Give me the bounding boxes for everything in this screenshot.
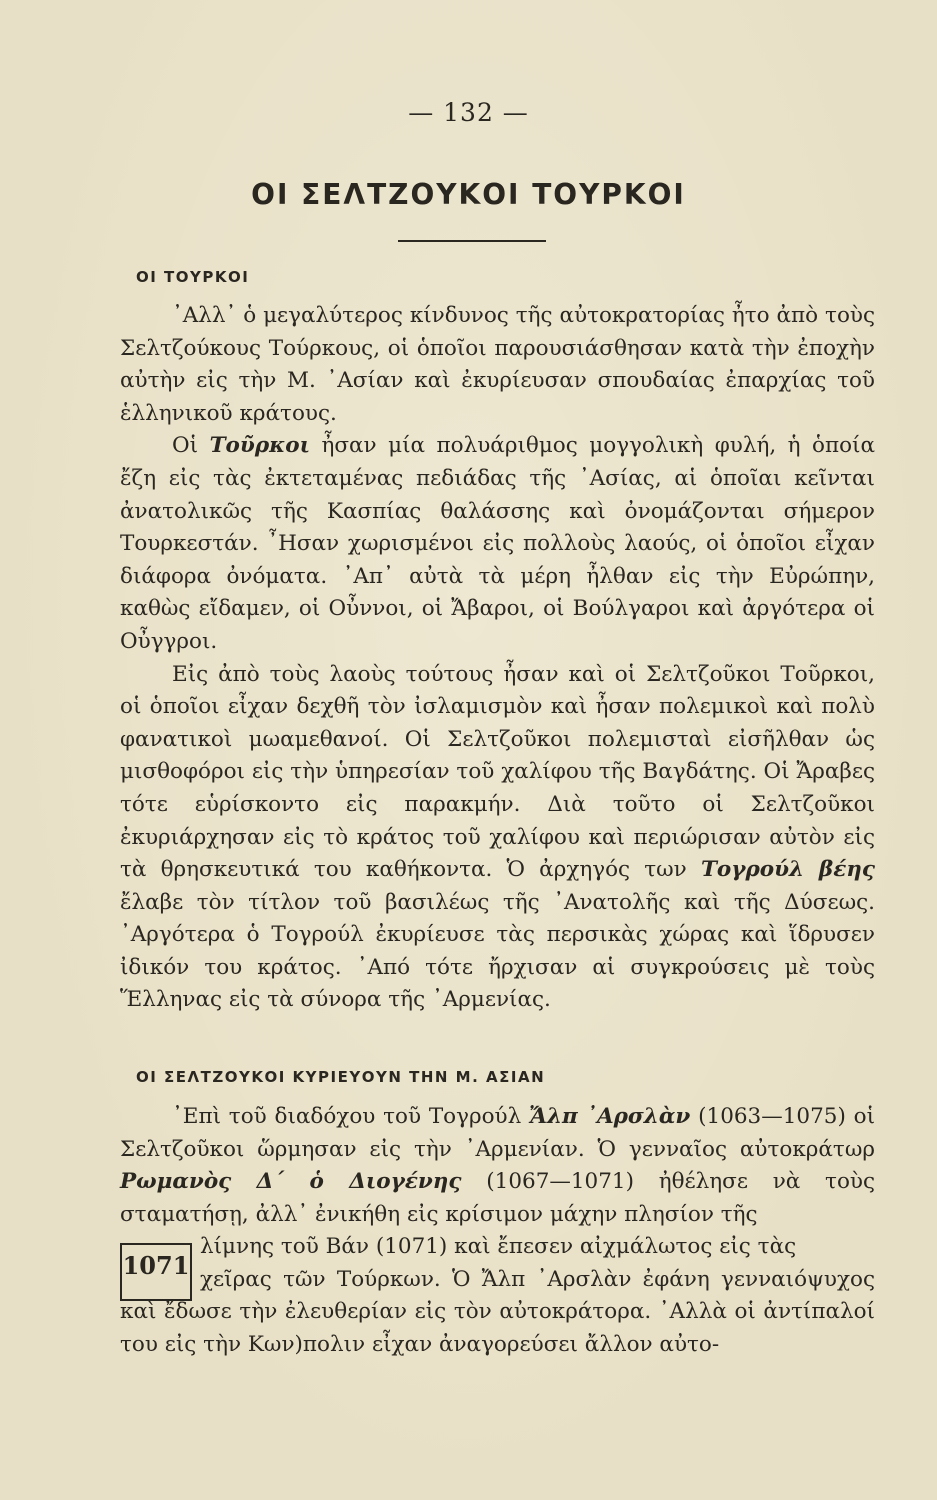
text-run: Οἱ xyxy=(172,433,210,459)
chapter-title: ΟΙ ΣΕΛΤΖΟΥΚΟΙ ΤΟΥΡΚΟΙ xyxy=(251,178,686,211)
paragraph: ᾿Αλλ᾿ ὁ μεγαλύτερος κίνδυνος τῆς αὐτοκρατορίας ἦτο ἀπὸ τοὺς Σελτζούκους Τούρκους, οἱ ὁποῖοι παρουσιάσθησαν κατὰ τὴν ἐποχὴν αὐτὴν εἰς τὴν Μ. ᾿Ασίαν καὶ ἐκυρίευσαν σπουδαίας ἐπαρχίας τοῦ ἑλληνικοῦ κράτους. xyxy=(120,303,875,426)
paragraph-continued xyxy=(120,1231,875,1361)
text-run: ᾿Επὶ τοῦ διαδόχου τοῦ Τογρούλ xyxy=(172,1104,530,1129)
margin-year: 1071 xyxy=(122,1251,190,1280)
text-run-indented: λίμνης τοῦ Βάν (1071) καὶ ἔπεσεν αἰχμάλωτος εἰς τὰς xyxy=(200,1234,797,1259)
section-body-continued xyxy=(120,1231,875,1361)
text-run: Εἰς ἀπὸ τοὺς λαοὺς τούτους ἦσαν καὶ οἱ Σελτζοῦκοι Τοῦρκοι, οἱ ὁποῖοι εἶχαν δεχθῆ τὸν ἰσλαμισμὸν καὶ ἦσαν πολεμικοὶ καὶ πολὺ φανατικοὶ μωαμεθανοί. Οἱ Σελτζοῦκοι πολεμισταὶ εἰσῆλθαν ὡς μισθοφόροι εἰς τὴν ὑπηρεσίαν τοῦ χαλίφου τῆς Βαγδάτης. Οἱ Ἄραβες τότε εὑρίσκοντο εἰς παρακμήν. Διὰ τοῦτο οἱ Σελτζοῦκοι ἐκυριάρχησαν εἰς τὸ κράτος τοῦ χαλίφου καὶ περιώρισαν αὐτὸν εἰς τὰ θρησκευτικά του καθήκοντα. Ὁ ἀρχηγός των xyxy=(120,661,875,883)
paragraph xyxy=(120,430,875,658)
text-run: ἦσαν μία πολυάριθμος μογγολικὴ φυλή, ἡ ὁποία ἔζη εἰς τὰς ἐκτεταμένας πεδιάδας τῆς ᾿Ασίας, αἱ ὁποῖαι κεῖνται ἀνατολικῶς τῆς Κασπίας θαλάσσης καὶ ὀνομάζονται σήμερον Τουρκεστάν. ῏Ησαν χωρισμένοι εἰς πολλοὺς λαούς, οἱ ὁποῖοι εἶχαν διάφορα ὀνόματα. ᾿Απ᾿ αὐτὰ τὰ μέρη ἦλθαν εἰς τὴν Εὐρώπην, καθὼς εἴδαμεν, οἱ Οὖννοι, οἱ Ἄβαροι, οἱ Βούλγαροι καὶ ἀργότερα οἱ Οὖγγροι. xyxy=(120,433,876,654)
emphasis-romanos: Ρωμανὸς Δ΄ ὁ Διογένης xyxy=(120,1169,462,1195)
emphasis-togrul: Τογρούλ βέης xyxy=(700,857,875,883)
section-heading-turks: ΟΙ ΤΟΥΡΚΟΙ xyxy=(136,268,250,286)
page-number: — 132 — xyxy=(408,98,529,127)
section-heading-seljuks-asia: ΟΙ ΣΕΛΤΖΟΥΚΟΙ ΚΥΡΙΕΥΟΥΝ ΤΗΝ Μ. ΑΣΙΑΝ xyxy=(136,1068,546,1086)
text-run-indented-first: χεῖρας τῶν Τούρκων. Ὁ Ἄλπ ᾿Αρσλὰν ἐφάνη γενναιόψυχος καὶ ἔδωσε τὴν ἐλευθερίαν εἰς τὸν αὐτοκράτορα. ᾿Αλλὰ οἱ ἀντίπαλοί του εἰς τὴν Κων)πολιν εἶχαν ἀναγορεύσει ἄλλον αὐτο- xyxy=(120,1266,875,1357)
text-run: (1063—1075) οἱ Σελτζοῦκοι ὥρμησαν εἰς τὴν ᾿Αρμενίαν. Ὁ γενναῖος αὐτοκράτωρ xyxy=(120,1104,876,1162)
section-body-turks xyxy=(120,300,875,1017)
paragraph xyxy=(120,659,875,1018)
text-run: ἔλαβε τὸν τίτλον τοῦ βασιλέως τῆς ᾿Ανατολῆς καὶ τῆς Δύσεως. ᾿Αργότερα ὁ Τογρούλ ἐκυρίευσε τὰς περσικὰς χώρας καὶ ἵδρυσεν ἰδικόν του κράτος. ᾿Από τότε ἤρχισαν αἱ συγκρούσεις μὲ τοὺς Ἕλληνας εἰς τὰ σύνορα τῆς ᾿Αρμενίας. xyxy=(120,889,875,1013)
section-body-seljuks-asia xyxy=(120,1101,875,1231)
emphasis-turks: Τοῦρκοι xyxy=(209,433,310,459)
paragraph xyxy=(120,1101,875,1231)
text-run: (1067—1071) ἠθέλησε νὰ τοὺς σταματήσῃ, ἀλλ᾿ ἐνικήθη εἰς κρίσιμον μάχην πλησίον τῆς xyxy=(120,1169,875,1227)
emphasis-alp-arslan: Ἄλπ ᾿Αρσλὰν xyxy=(529,1104,691,1129)
title-underline xyxy=(398,240,546,242)
